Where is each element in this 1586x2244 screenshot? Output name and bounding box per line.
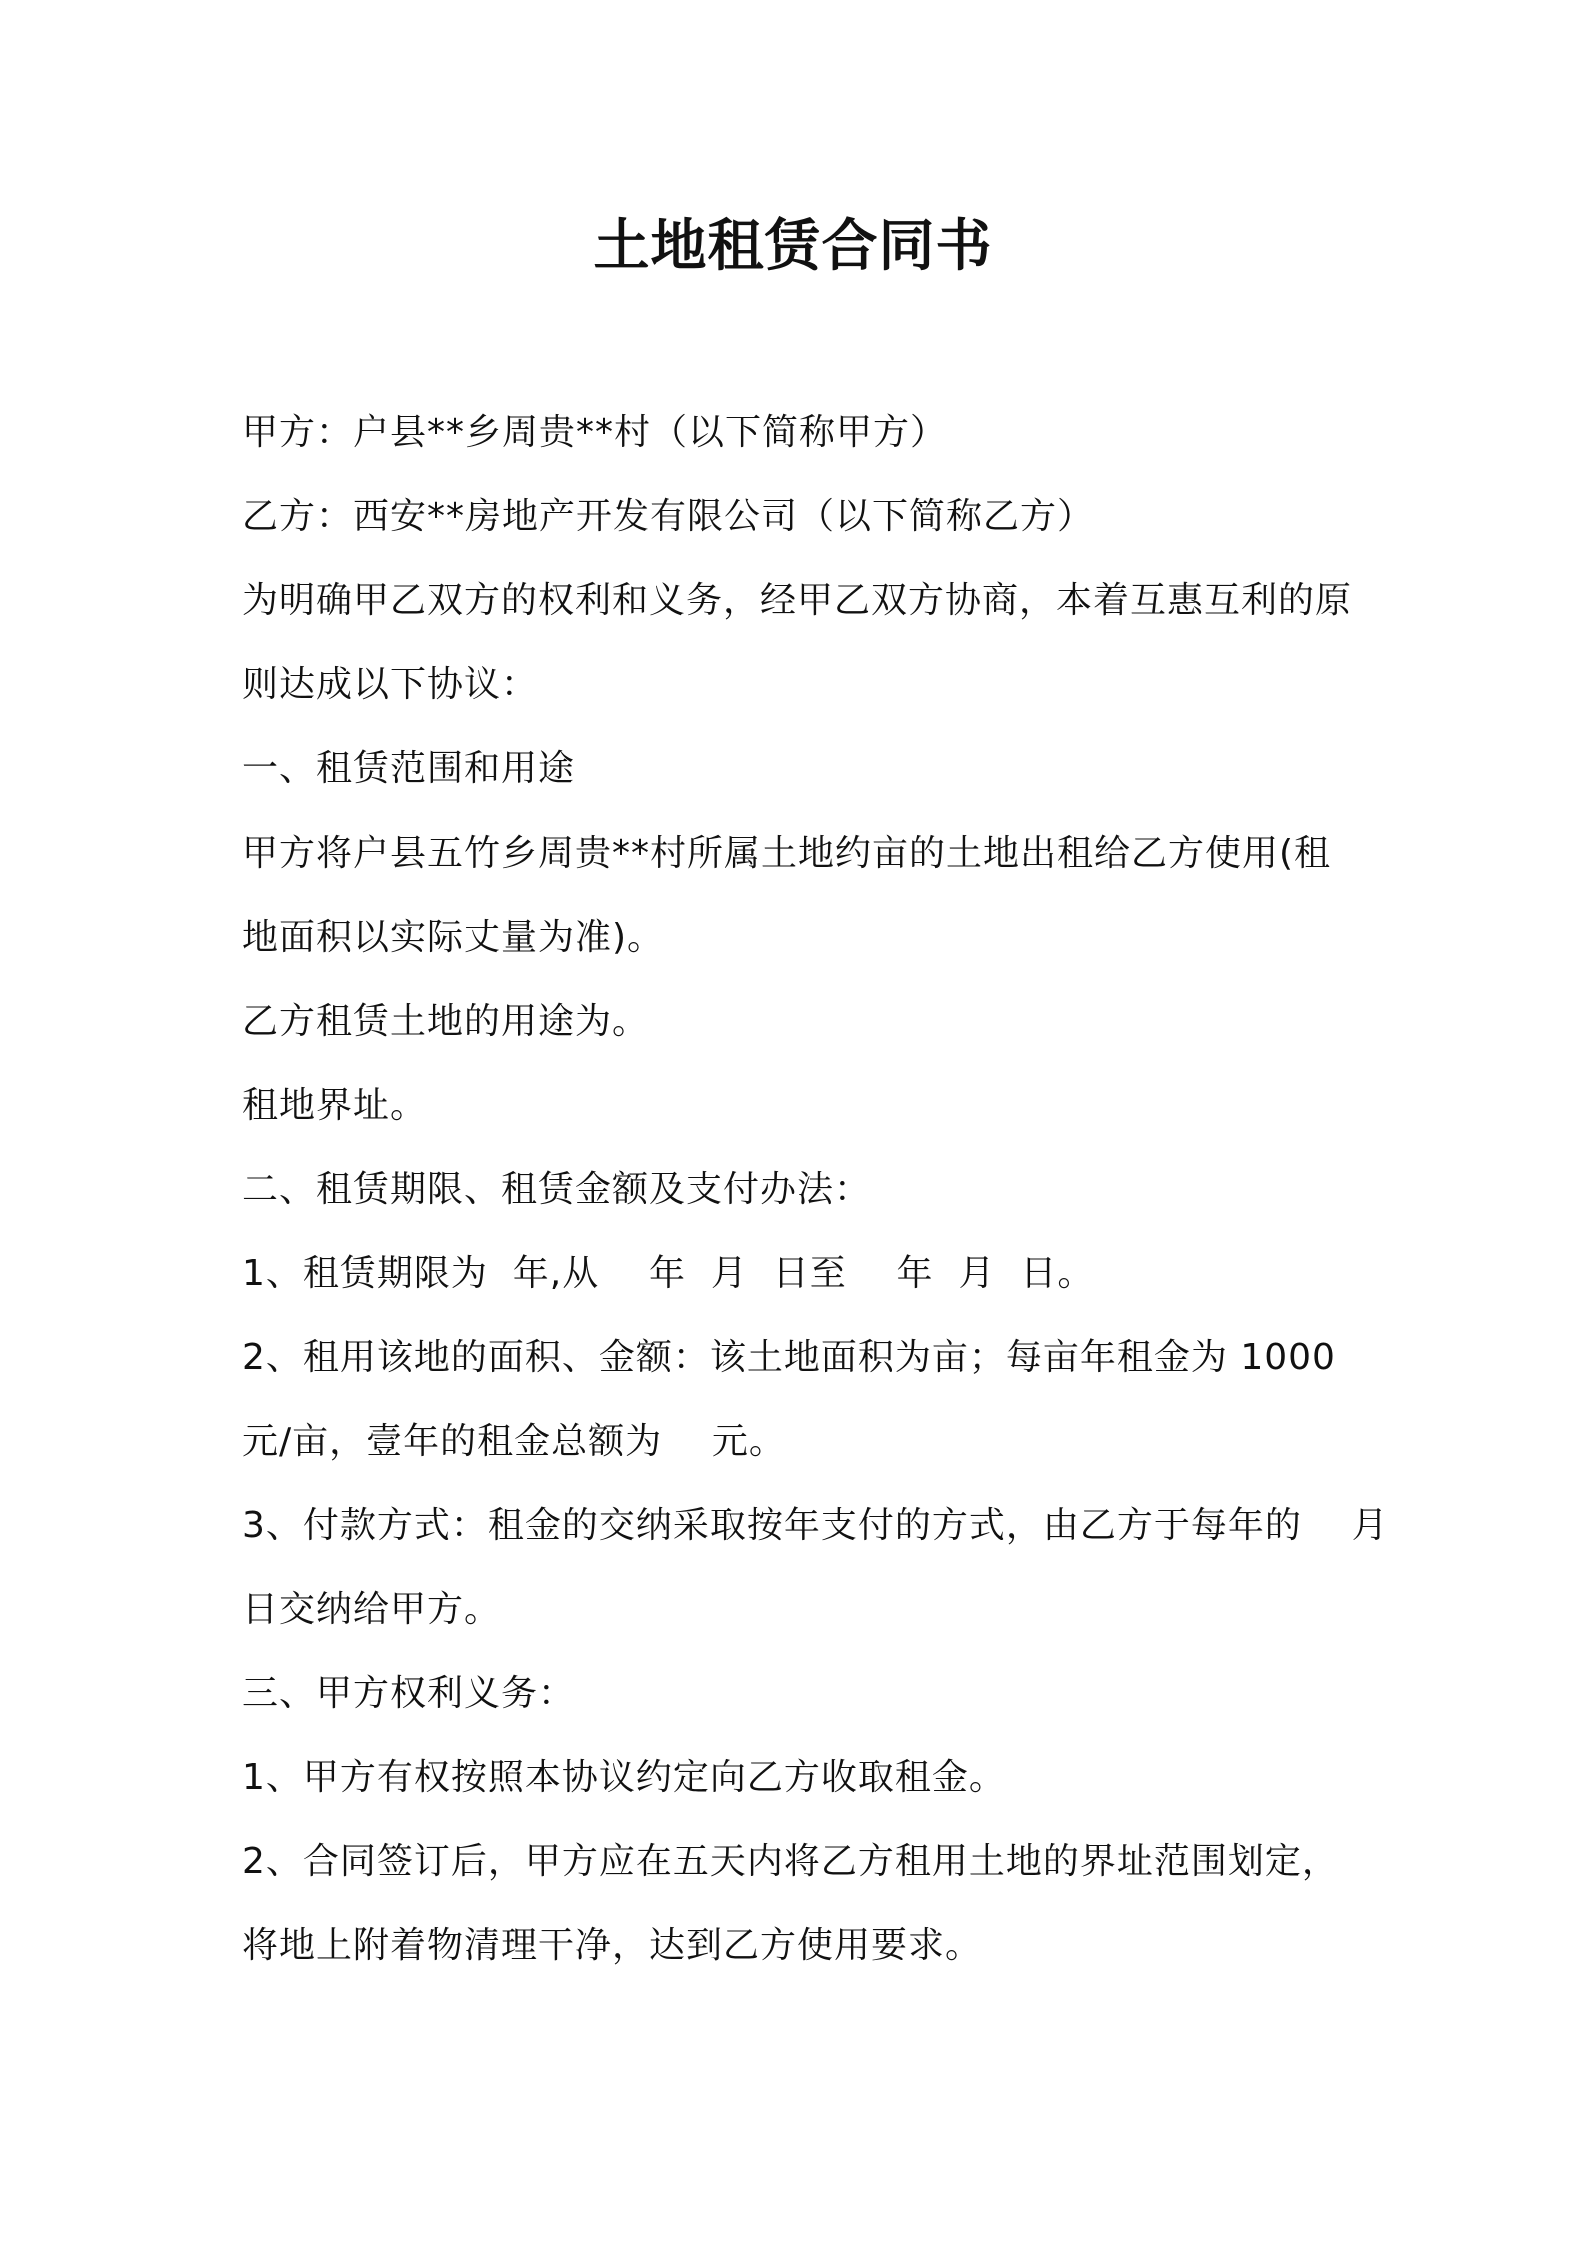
- section-1-para-3: 租地界址。: [242, 1085, 428, 1126]
- document-title: 土地租赁合同书: [593, 214, 993, 279]
- section-3-heading: 三、甲方权利义务：: [242, 1673, 576, 1714]
- section-1-para-1a: 甲方将户县五竹乡周贵**村所属土地约亩的土地出租给乙方使用(租: [242, 833, 1332, 874]
- section-3-item-1: 1、甲方有权按照本协议约定向乙方收取租金。: [242, 1757, 1006, 1798]
- section-2-item-3a: 3、付款方式：租金的交纳采取按年支付的方式，由乙方于每年的 月: [242, 1505, 1389, 1546]
- section-2-item-3b: 日交纳给甲方。: [242, 1589, 502, 1630]
- party-a-line: 甲方：户县**乡周贵**村（以下简称甲方）: [242, 412, 948, 453]
- preamble-line-1: 为明确甲乙双方的权利和义务，经甲乙双方协商，本着互惠互利的原: [242, 580, 1353, 621]
- section-1-para-1b: 地面积以实际丈量为准)。: [242, 917, 665, 958]
- section-2-heading: 二、租赁期限、租赁金额及支付办法：: [242, 1169, 872, 1210]
- section-1-heading: 一、租赁范围和用途: [242, 748, 576, 789]
- section-2-item-1: 1、租赁期限为 年,从 年 月 日至 年 月 日。: [242, 1253, 1095, 1294]
- party-b-line: 乙方：西安**房地产开发有限公司（以下简称乙方）: [242, 496, 1095, 537]
- preamble-line-2: 则达成以下协议：: [242, 664, 539, 705]
- section-3-item-2b: 将地上附着物清理干净，达到乙方使用要求。: [242, 1925, 983, 1966]
- section-2-item-2a: 2、租用该地的面积、金额：该土地面积为亩；每亩年租金为 1000: [242, 1337, 1336, 1378]
- section-3-item-2a: 2、合同签订后，甲方应在五天内将乙方租用土地的界址范围划定，: [242, 1841, 1339, 1882]
- section-1-para-2: 乙方租赁土地的用途为。: [242, 1001, 650, 1042]
- section-2-item-2b: 元/亩，壹年的租金总额为 元。: [242, 1421, 786, 1462]
